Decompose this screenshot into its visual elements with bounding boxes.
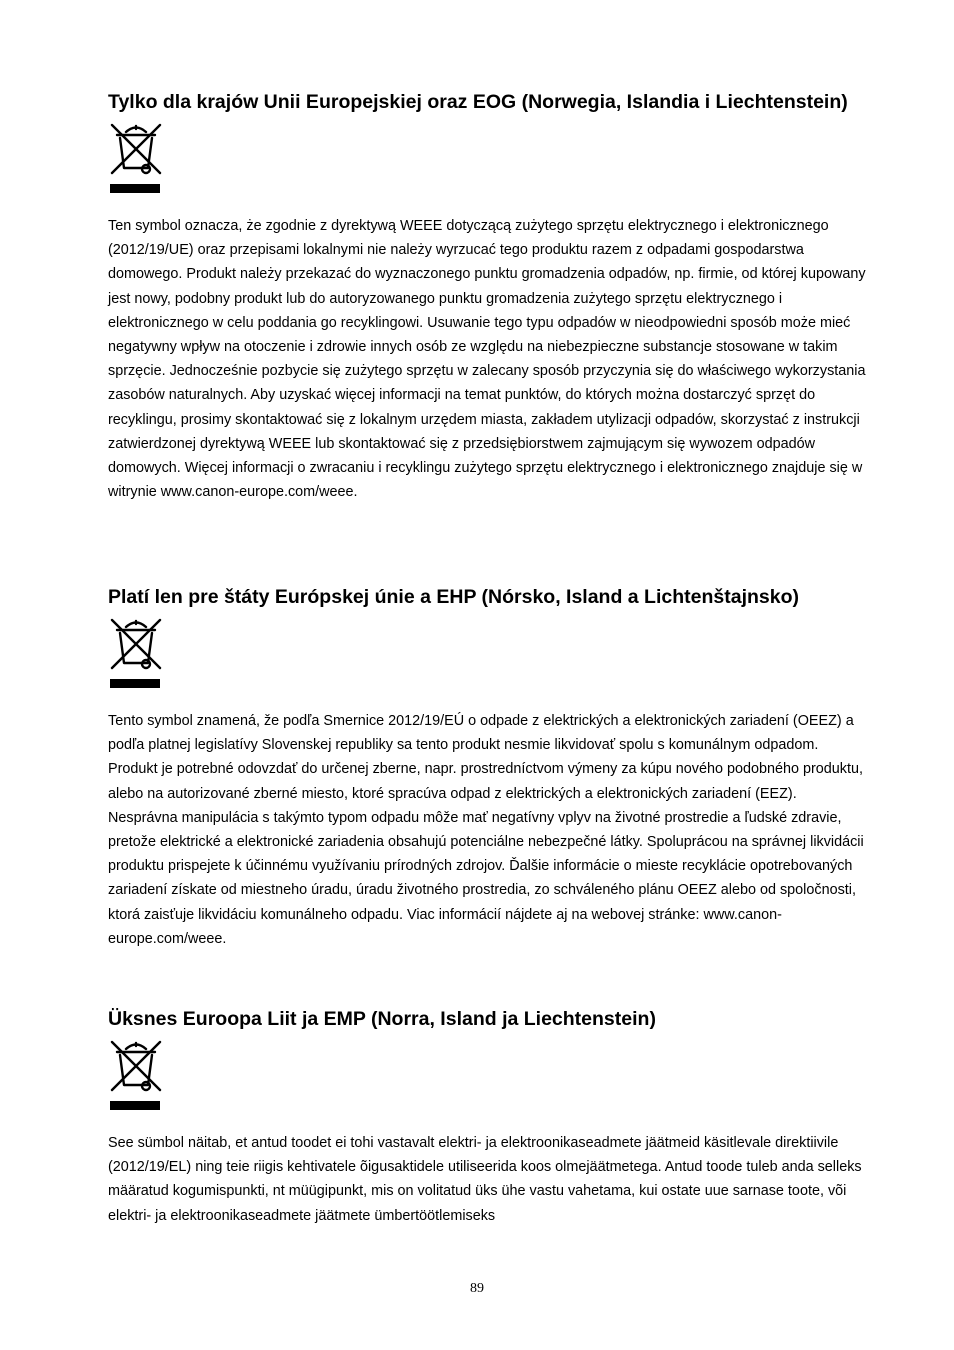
section-polish [108,90,868,504]
section-body: See sümbol näitab, et antud toodet ei tohi vastavalt elektri- ja elektroonikaseadmete jäätmeid käsitlevale direktiivile (2012/19/EL) ning teie riigis kehtivatele õigusaktidele utiliseerida koos olmejäätmetega. Antud toode tuleb anda selleks määratud kogumispunkti, nt müügipunkt, mis on volitatud üks ühe vastu vahetama, kui ostate uue sarnase toote, või elektri- ja elektroonikaseadmete jäätmete ümbertöötlemiseks [108,1135,862,1224]
weee-crossed-out-wheelie-bin-icon [108,122,164,198]
section-heading: Tylko dla krajów Unii Europejskiej oraz EOG (Norwegia, Islandia i Liechtenstein) [108,91,848,113]
section-heading: Üksnes Euroopa Liit ja EMP (Norra, Island ja Liechtenstein) [108,1008,656,1030]
section-heading: Platí len pre štáty Európskej únie a EHP (Nórsko, Island a Lichtenštajnsko) [108,586,800,608]
section-slovak [108,585,868,951]
section-body: Ten symbol oznacza, że zgodnie z dyrektywą WEEE dotyczącą zużytego sprzętu elektrycznego i elektronicznego (2012/19/UE) oraz przepisami lokalnymi nie należy wyrzucać tego produktu razem z odpadami gospodarstwa domowego. Produkt należy przekazać do wyznaczonego punktu gromadzenia odpadów, np. firmie, od której kupowany jest nowy, podobny produkt lub do autoryzowanego punktu gromadzenia zużytego sprzętu elektrycznego i elektronicznego w celu poddania go recyklingowi. Usuwanie tego typu odpadów w nieodpowiedni sposób może mieć negatywny wpływ na otoczenie i zdrowie innych osób ze względu na niebezpieczne substancje stosowane w takim sprzęcie. Jednocześnie pozbycie się zużytego sprzętu w zalecany sposób przyczynia się do właściwego wykorzystania zasobów naturalnych. Aby uzyskać więcej informacji na temat punktów, do których można dostarczyć sprzęt do recyklingu, prosimy skontaktować się z lokalnym urzędem miasta, zakładem utylizacji odpadów, skorzystać z instrukcji zatwierdzonej dyrektywą WEEE lub skontaktować się z przedsiębiorstwem zajmującym się wywozem odpadów domowych. Więcej informacji o zwracaniu i recyklingu zużytego sprzętu elektrycznego i elektronicznego znajduje się w witrynie www.canon-europe.com/weee. [108,218,866,501]
weee-crossed-out-wheelie-bin-icon [108,1039,164,1115]
weee-crossed-out-wheelie-bin-icon [108,617,164,693]
section-body: Tento symbol znamená, že podľa Smernice 2012/19/EÚ o odpade z elektrických a elektronických zariadení (OEEZ) a podľa platnej legislatívy Slovenskej republiky sa tento produkt nesmie likvidovať spolu s komunálnym odpadom. Produkt je potrebné odovzdať do určenej zberne, napr. prostredníctvom výmeny za kúpu nového podobného produktu, alebo na autorizované zberné miesto, ktoré spracúva odpad z elektrických a elektronických zariadení (EEZ). Nesprávna manipulácia s takýmto typom odpadu môže mať negatívny vplyv na životné prostredie a ľudské zdravie, pretože elektrické a elektronické zariadenia obsahujú potenciálne nebezpečné látky. Spoluprácou na správnej likvidácii produktu prispejete k účinnému využívaniu prírodných zdrojov. Ďalšie informácie o mieste recyklácie opotrebovaných zariadení získate od miestneho úradu, úradu životného prostredia, zo schváleného plánu OEEZ alebo od spoločnosti, ktorá zaisťuje likvidáciu komunálneho odpadu. Viac informácií nájdete aj na webovej stránke: www.canon-europe.com/weee. [108,713,864,947]
section-estonian [108,1007,868,1228]
page-number: 89 [470,1281,484,1296]
